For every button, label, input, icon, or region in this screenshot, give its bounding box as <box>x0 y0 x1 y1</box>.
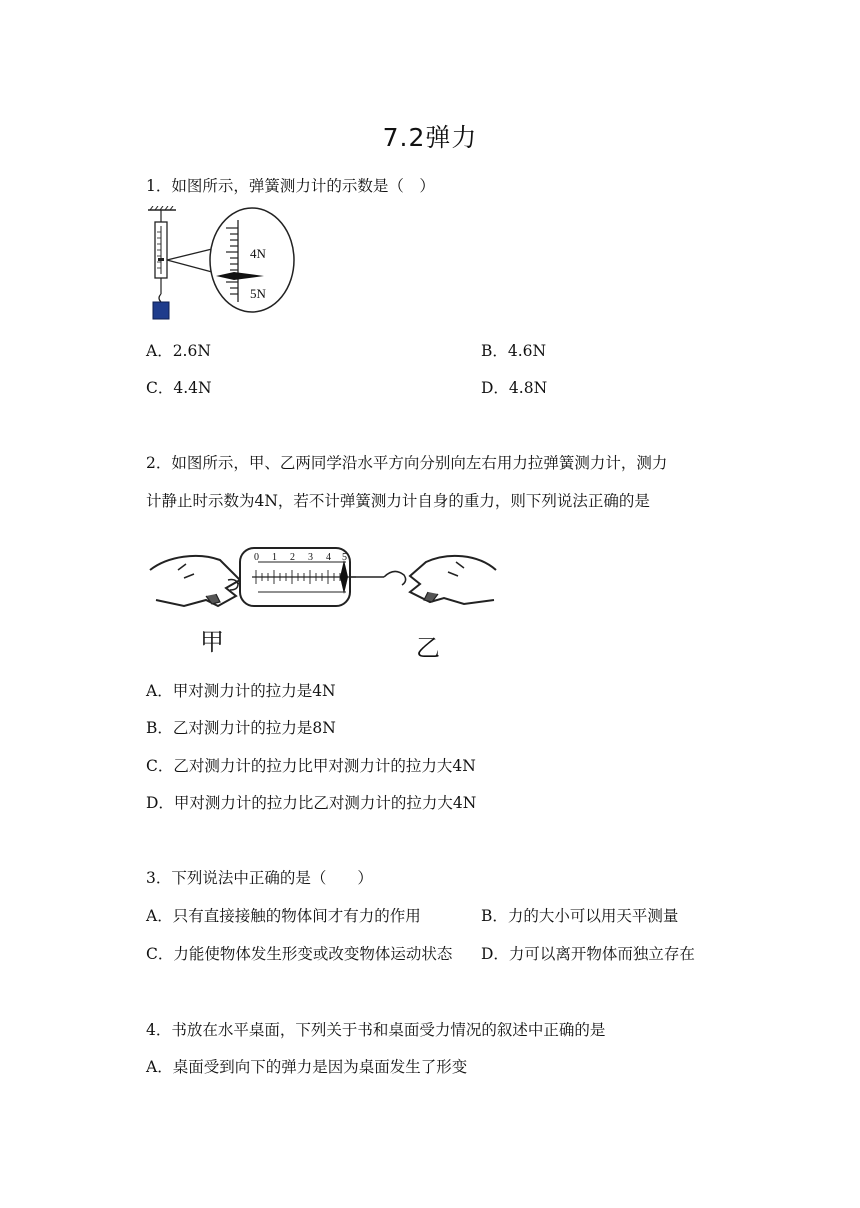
q1-option-b: B．4.6N <box>481 342 547 360</box>
label-jia: 甲 <box>200 628 224 656</box>
q1-option-c: C．4.4N <box>146 379 212 397</box>
question-2-stem-line2: 计静止时示数为4N，若不计弹簧测力计自身的重力，则下列说法正确的是 <box>146 492 650 510</box>
two-students-pull-figure <box>148 540 498 664</box>
q3-option-c: C．力能使物体发生形变或改变物体运动状态 <box>146 945 453 963</box>
q2-scale-number-1: 1 <box>272 552 277 563</box>
question-2-stem-line1: 2．如图所示，甲、乙两同学沿水平方向分别向左右用力拉弹簧测力计，测力 <box>146 454 668 472</box>
q4-option-a: A．桌面受到向下的弹力是因为桌面发生了形变 <box>146 1058 468 1076</box>
q2-scale-number-2: 2 <box>290 552 295 563</box>
q1-option-a: A．2.6N <box>146 342 211 360</box>
q2-scale-number-4: 4 <box>326 552 331 563</box>
q2-option-b: B．乙对测力计的拉力是8N <box>146 719 336 737</box>
question-3-stem: 3．下列说法中正确的是（ ） <box>146 869 373 887</box>
q1-scale-label-4n: 4N <box>250 246 266 261</box>
q3-option-b: B．力的大小可以用天平测量 <box>481 907 679 925</box>
q1-scale-label-5n: 5N <box>250 286 266 301</box>
q2-scale-number-3: 3 <box>308 552 313 563</box>
spring-scale-figure <box>146 206 296 324</box>
question-1-stem: 1．如图所示，弹簧测力计的示数是（ ） <box>146 177 435 195</box>
q1-option-d: D．4.8N <box>481 379 548 397</box>
q3-option-d: D．力可以离开物体而独立存在 <box>481 945 695 963</box>
q2-option-a: A．甲对测力计的拉力是4N <box>146 682 336 700</box>
page-title: 7.2弹力 <box>382 123 478 152</box>
q2-scale-number-5: 5 <box>342 552 347 563</box>
q2-option-d: D．甲对测力计的拉力比乙对测力计的拉力大4N <box>146 794 477 812</box>
q3-option-a: A．只有直接接触的物体间才有力的作用 <box>146 907 421 925</box>
label-yi: 乙 <box>416 634 440 662</box>
q2-scale-number-0: 0 <box>254 552 259 563</box>
question-4-stem: 4．书放在水平桌面，下列关于书和桌面受力情况的叙述中正确的是 <box>146 1021 606 1039</box>
q2-option-c: C．乙对测力计的拉力比甲对测力计的拉力大4N <box>146 757 476 775</box>
